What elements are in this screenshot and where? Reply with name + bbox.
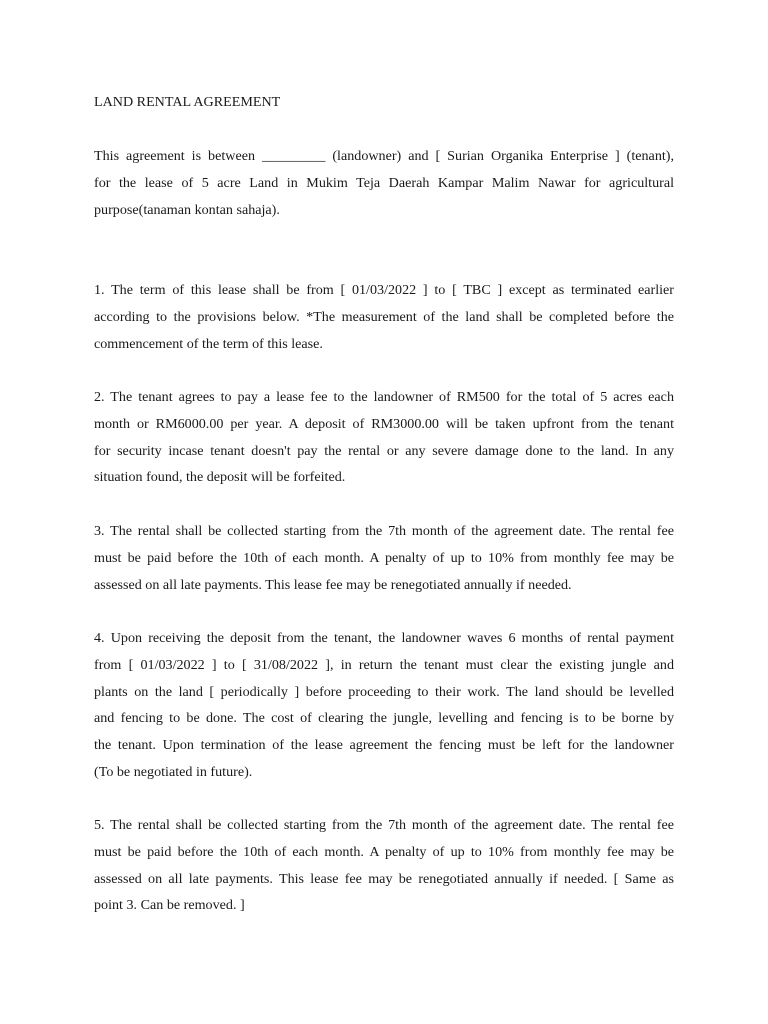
- document-title: LAND RENTAL AGREEMENT: [94, 94, 281, 110]
- clause-line: the tenant. Upon termination of the lease agreement the fencing must be left for the landowner: [94, 737, 674, 754]
- clause-line: plants on the land [ periodically ] before proceeding to their work. The land should be levelled: [94, 683, 674, 700]
- clause-line: month or RM6000.00 per year. A deposit of RM3000.00 will be taken upfront from the tenant: [94, 415, 674, 432]
- clause-3: [94, 518, 674, 598]
- clause-5: [94, 812, 674, 919]
- clause-line: (To be negotiated in future).: [94, 763, 253, 780]
- intro-line: purpose(tanaman kontan sahaja).: [94, 201, 280, 218]
- intro-line: This agreement is between _________ (landowner) and [ Surian Organika Enterprise ] (tenant),: [94, 148, 674, 164]
- clause-line: from [ 01/03/2022 ] to [ 31/08/2022 ], in return the tenant must clear the existing jungle and: [94, 656, 674, 673]
- clause-line: 1. The term of this lease shall be from [ 01/03/2022 ] to [ TBC ] except as terminated earlier: [94, 282, 674, 298]
- clause-4: [94, 625, 674, 786]
- clause-line: 4. Upon receiving the deposit from the tenant, the landowner waves 6 months of rental payment: [94, 630, 674, 646]
- clause-line: must be paid before the 10th of each month. A penalty of up to 10% from monthly fee may be: [94, 843, 674, 860]
- clause-line: point 3. Can be removed. ]: [94, 897, 245, 914]
- clause-line: must be paid before the 10th of each month. A penalty of up to 10% from monthly fee may be: [94, 549, 674, 566]
- clause-2: [94, 384, 674, 491]
- clause-line: assessed on all late payments. This lease fee may be renegotiated annually if needed.: [94, 576, 572, 593]
- clause-line: according to the provisions below. *The measurement of the land shall be completed before the: [94, 308, 674, 325]
- clause-line: for security incase tenant doesn't pay the rental or any severe damage done to the land. In any: [94, 442, 674, 459]
- clause-line: and fencing to be done. The cost of clearing the jungle, levelling and fencing is to be borne by: [94, 710, 674, 727]
- clause-1: [94, 277, 674, 357]
- clause-line: assessed on all late payments. This lease fee may be renegotiated annually if needed. [ Same as: [94, 870, 674, 887]
- intro-line: for the lease of 5 acre Land in Mukim Teja Daerah Kampar Malim Nawar for agricultural: [94, 174, 674, 191]
- clause-line: situation found, the deposit will be forfeited.: [94, 469, 346, 486]
- intro-paragraph: [94, 143, 674, 223]
- clause-line: commencement of the term of this lease.: [94, 335, 323, 352]
- clause-line: 2. The tenant agrees to pay a lease fee to the landowner of RM500 for the total of 5 acres each: [94, 389, 674, 405]
- clause-line: 5. The rental shall be collected starting from the 7th month of the agreement date. The rental fee: [94, 817, 674, 833]
- clause-line: 3. The rental shall be collected starting from the 7th month of the agreement date. The rental fee: [94, 523, 674, 539]
